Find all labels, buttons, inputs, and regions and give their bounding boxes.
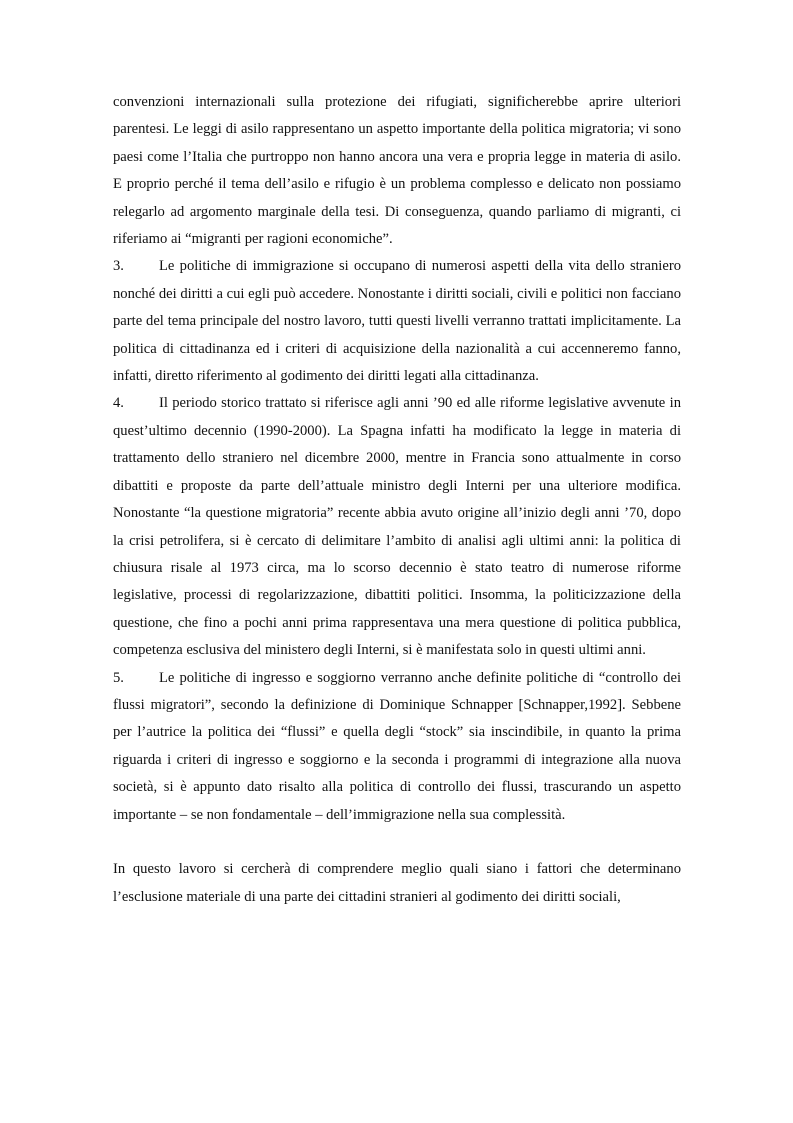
closing-paragraph: In questo lavoro si cercherà di comprendere meglio quali siano i fattori che determinano l’esclusione materiale di una parte dei cittadini stranieri al godimento dei diritti sociali, — [113, 861, 681, 905]
numbered-item-3 — [113, 253, 681, 390]
item-number: 4. — [113, 395, 124, 412]
intro-paragraph: convenzioni internazionali sulla protezione dei rifugiati, significherebbe aprire ulteriori parentesi. Le leggi di asilo rappresentano un aspetto importante della politica migratoria; vi sono paesi come l’Italia che purtroppo non hanno ancora una vera e propria legge in materia di asilo. E proprio perché il tema dell’asilo e rifugio è un problema complesso e delicato non possiamo relegarlo ad argomento marginale della tesi. Di conseguenza, quando parliamo di migranti, ci riferiamo ai “migranti per ragioni economiche”. — [113, 94, 681, 248]
document-page — [113, 89, 681, 911]
item-text: Le politiche di immigrazione si occupano di numerosi aspetti della vita dello straniero nonché dei diritti a cui egli può accedere. Nonostante i diritti sociali, civili e politici non facciano parte del tema principale del nostro lavoro, tutti questi livelli verranno trattati implicitamente. La politica di cittadinanza ed i criteri di acquisizione della nazionalità a cui accenneremo fanno, infatti, diretto riferimento al godimento dei diritti legati alla cittadinanza. — [113, 258, 681, 385]
item-number: 5. — [113, 669, 124, 686]
item-number: 3. — [113, 258, 124, 275]
numbered-item-4 — [113, 390, 681, 664]
item-text: Il periodo storico trattato si riferisce agli anni ’90 ed alle riforme legislative avvenute in quest’ultimo decennio (1990-2000). La Spagna infatti ha modificato la legge in materia di trattamento dello straniero nel dicembre 2000, mentre in Francia sono attualmente in corso dibattiti e proposte da parte dell’attuale ministro degli Interni per una ulteriore modifica. Nonostante “la questione migratoria” recente abbia avuto origine all’inizio degli anni ’70, dopo la crisi petrolifera, si è cercato di delimitare l’ambito di analisi agli ultimi anni: la politica di chiusura risale al 1973 circa, ma lo scorso decennio è stato teatro di numerose riforme legislative, processi di regolarizzazione, dibattiti politici. Insomma, la politicizzazione della questione, che fino a pochi anni prima rappresentava una mera questione di politica pubblica, competenza esclusiva del ministero degli Interni, si è manifestata solo in questi ultimi anni. — [113, 395, 681, 659]
item-text: Le politiche di ingresso e soggiorno verranno anche definite politiche di “controllo dei flussi migratori”, secondo la definizione di Dominique Schnapper [Schnapper,1992]. Sebbene per l’autrice la politica dei “flussi” e quella degli “stock” sia inscindibile, in quanto la prima riguarda i criteri di ingresso e soggiorno e la seconda i programmi di integrazione alla nuova società, si è appunto dato risalto alla politica di controllo dei flussi, trascurando un aspetto importante – se non fondamentale – dell’immigrazione nella sua complessità. — [113, 669, 681, 823]
numbered-item-5 — [113, 665, 681, 829]
paragraph-gap — [113, 829, 681, 856]
